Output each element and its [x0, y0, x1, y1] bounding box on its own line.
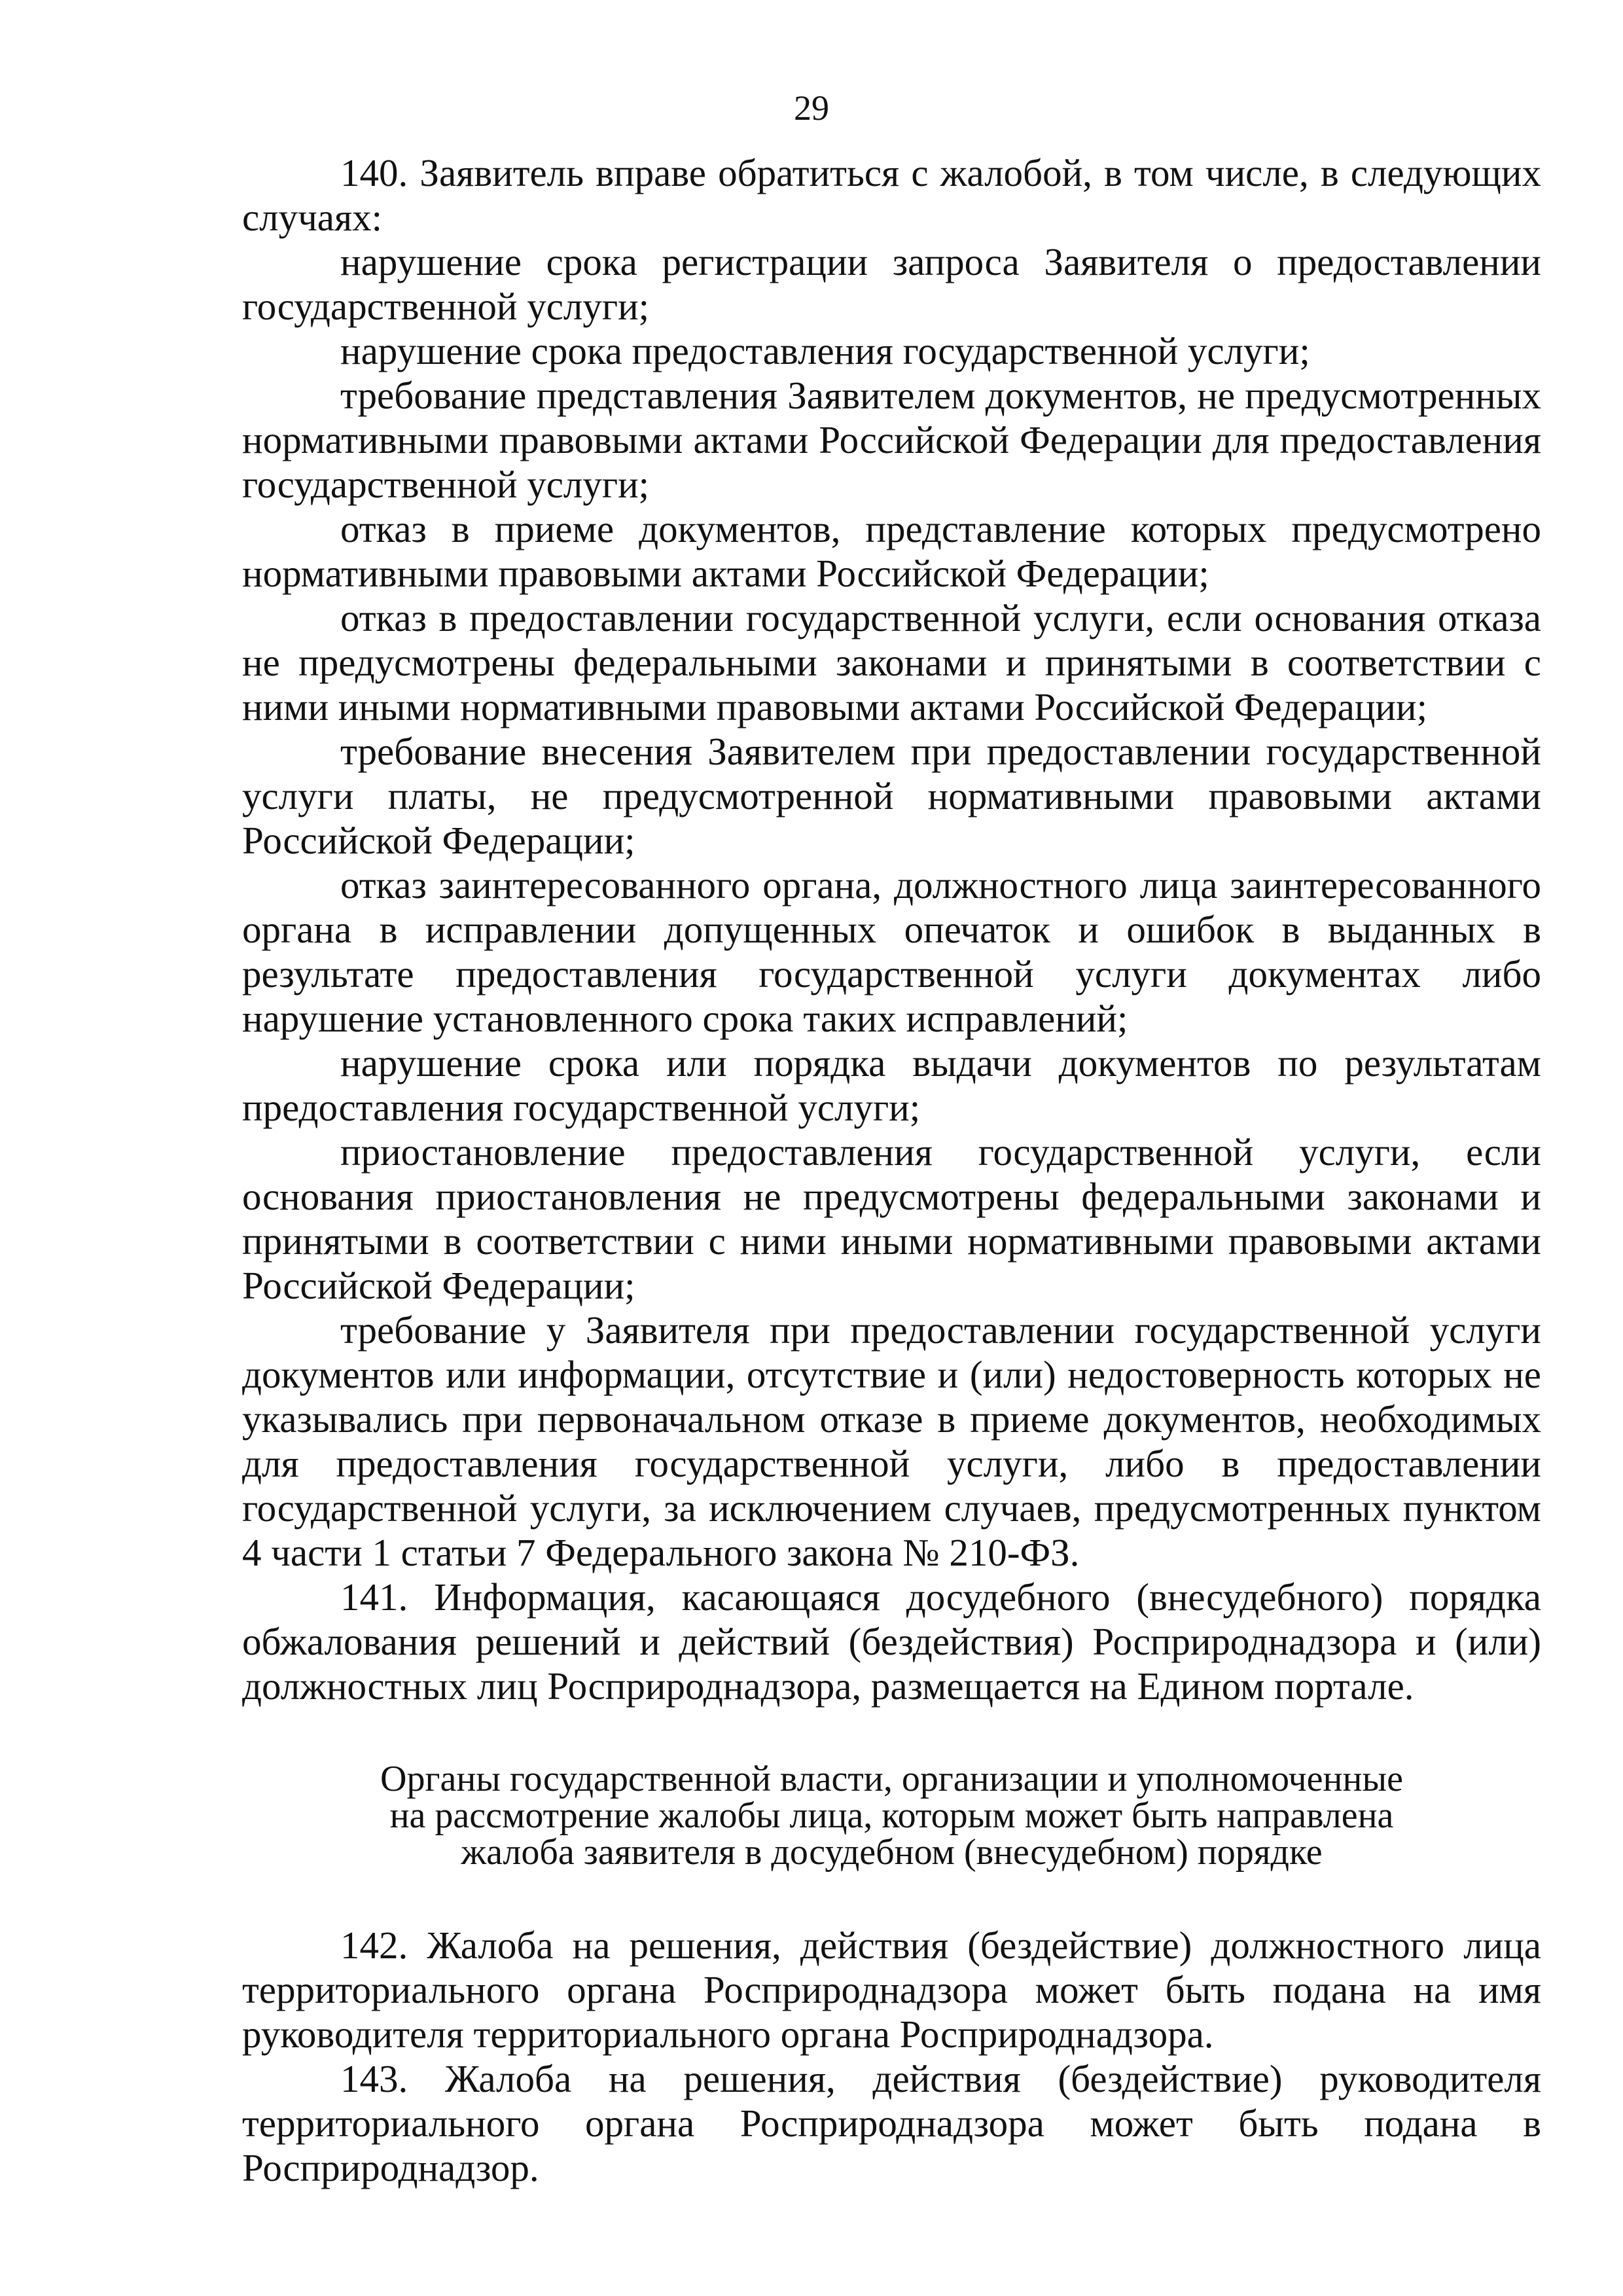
document-body	[242, 151, 1541, 2190]
section-heading-line: Органы государственной власти, организации и уполномоченные	[380, 1759, 1403, 1799]
list-item: нарушение срока предоставления государственной услуги;	[340, 329, 1310, 372]
page-number: 29	[794, 88, 829, 128]
paragraph-140: 140. Заявитель вправе обратиться с жалобой, в том числе, в следующих случаях:	[242, 151, 1541, 239]
list-item: требование внесения Заявителем при предоставлении государственной услуги платы, не предусмотренной нормативными правовыми актами Российской Федерации;	[242, 730, 1541, 862]
list-item: приостановление предоставления государственной услуги, если основания приостановления не предусмотрены федеральными законами и принятыми в соответствии с ними иными нормативными правовыми актами Российской Федерации;	[242, 1130, 1541, 1307]
list-item: нарушение срока регистрации запроса Заявителя о предоставлении государственной услуги;	[242, 240, 1541, 328]
section-heading-line: жалоба заявителя в досудебном (внесудебном) порядке	[461, 1832, 1323, 1873]
paragraph-143: 143. Жалоба на решения, действия (бездействие) руководителя территориального органа Росприроднадзора может быть подана в Росприроднадзор.	[242, 2057, 1541, 2189]
paragraph-141: 141. Информация, касающаяся досудебного (внесудебного) порядка обжалования решений и действий (бездействия) Росприроднадзора и (или) должностных лиц Росприроднадзора, размещается на Едином портале.	[242, 1575, 1541, 1708]
section-heading	[242, 1761, 1541, 1871]
spacer	[242, 1871, 1541, 1923]
section-heading-line: на рассмотрение жалобы лица, которым может быть направлена	[389, 1795, 1394, 1836]
list-item: требование представления Заявителем документов, не предусмотренных нормативными правовыми актами Российской Федерации для предоставления государственной услуги;	[242, 374, 1541, 506]
list-item: отказ в предоставлении государственной услуги, если основания отказа не предусмотрены федеральными законами и принятыми в соответствии с ними иными нормативными правовыми актами Российской Федерации;	[242, 596, 1541, 728]
list-item: требование у Заявителя при предоставлении государственной услуги документов или информации, отсутствие и (или) недостоверность которых не указывались при первоначальном отказе в приеме документов, необходимых для предоставления государственной услуги, либо в предоставлении государственной услуги, за исключением случаев, предусмотренных пунктом 4 части 1 статьи 7 Федерального закона № 210-ФЗ.	[242, 1308, 1541, 1574]
list-item: нарушение срока или порядка выдачи документов по результатам предоставления государственной услуги;	[242, 1041, 1541, 1129]
paragraph-142: 142. Жалоба на решения, действия (бездействие) должностного лица территориального органа Росприроднадзора может быть подана на имя руководителя территориального органа Росприроднадзора.	[242, 1924, 1541, 2056]
list-item: отказ в приеме документов, представление которых предусмотрено нормативными правовыми актами Российской Федерации;	[242, 507, 1541, 595]
list-item: отказ заинтересованного органа, должностного лица заинтересованного органа в исправлении допущенных опечаток и ошибок в выданных в результате предоставления государственной услуги документах либо нарушение установленного срока таких исправлений;	[242, 863, 1541, 1040]
